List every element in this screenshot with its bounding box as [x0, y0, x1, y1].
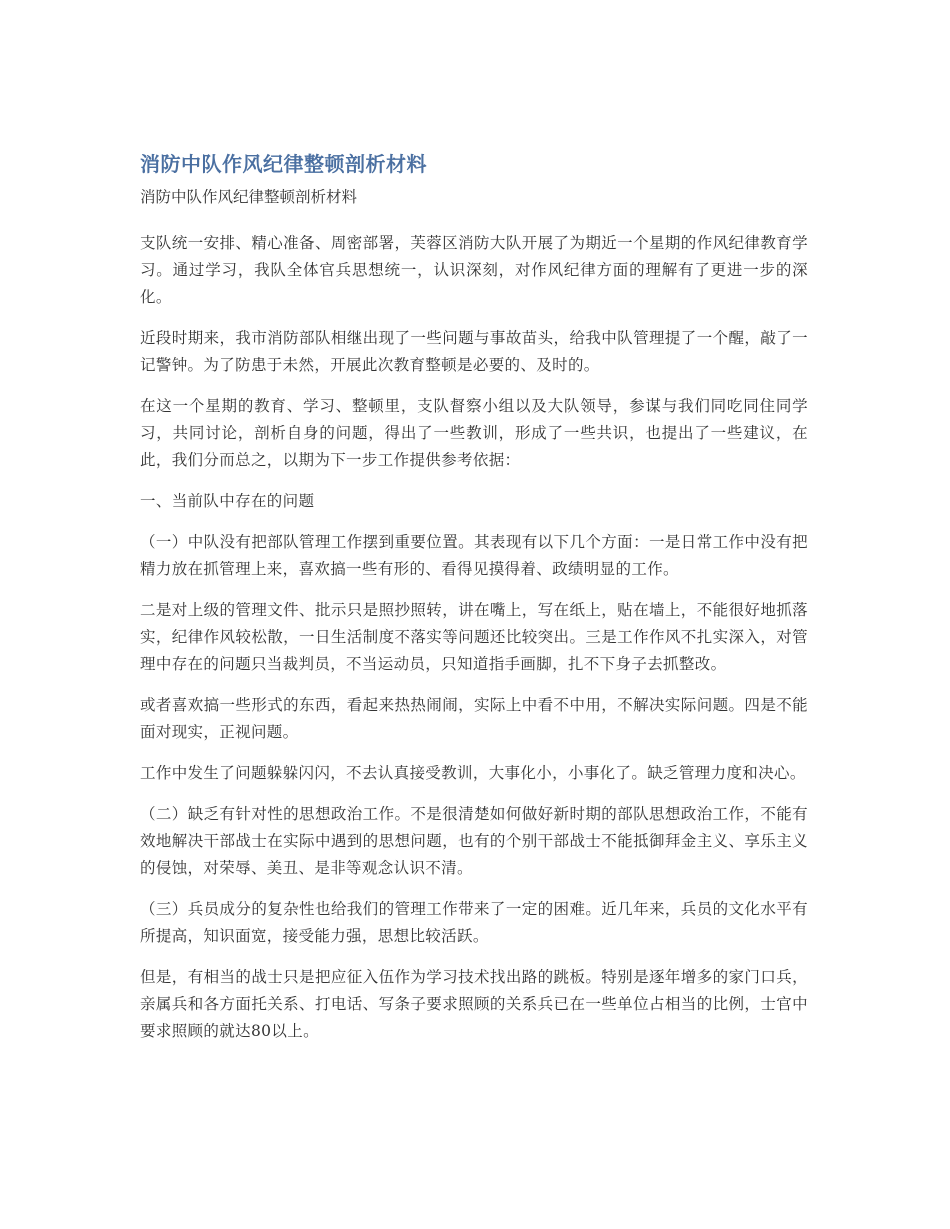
- paragraph-problem-3-cont: 但是，有相当的战士只是把应征入伍作为学习技术找出路的跳板。特别是逐年增多的家门口兵，亲属兵和各方面托关系、打电话、写条子要求照顾的关系兵已在一些单位占相当的比例，士官中要求照顾的就达80以上。: [140, 968, 808, 1040]
- paragraph-problem-3: （三）兵员成分的复杂性也给我们的管理工作带来了一定的困难。近几年来，兵员的文化水平有所提高，知识面宽，接受能力强，思想比较活跃。: [140, 900, 808, 945]
- paragraph-problem-1-formalism: 或者喜欢搞一些形式的东西，看起来热热闹闹，实际上中看不中用，不解决实际问题。四是不能面对现实，正视问题。: [140, 696, 808, 741]
- paragraph-problem-2: （二）缺乏有针对性的思想政治工作。不是很清楚如何做好新时期的部队思想政治工作，不能有效地解决干部战士在实际中遇到的思想问题，也有的个别干部战士不能抵御拜金主义、享乐主义的侵蚀，对荣辱、美丑、是非等观念认识不清。: [140, 805, 808, 877]
- paragraph-problem-1-cont: 二是对上级的管理文件、批示只是照抄照转，讲在嘴上，写在纸上，贴在墙上，不能很好地抓落实，纪律作风较松散，一日生活制度不落实等问题还比较突出。三是工作作风不扎实深入，对管理中存在的问题只当裁判员，不当运动员，只知道指手画脚，扎不下身子去抓整改。: [140, 601, 808, 673]
- section-heading-problems: 一、当前队中存在的问题: [140, 492, 315, 510]
- paragraph-background: 近段时期来，我市消防部队相继出现了一些问题与事故苗头，给我中队管理提了一个醒，敲了一记警钟。为了防患于未然，开展此次教育整顿是必要的、及时的。: [140, 329, 808, 374]
- document-title: 消防中队作风纪律整顿剖析材料: [140, 152, 427, 176]
- paragraph-intro: 支队统一安排、精心准备、周密部署，芙蓉区消防大队开展了为期近一个星期的作风纪律教育学习。通过学习，我队全体官兵思想统一，认识深刻，对作风纪律方面的理解有了更进一步的深化。: [140, 234, 808, 306]
- document-subtitle: 消防中队作风纪律整顿剖析材料: [140, 188, 358, 206]
- paragraph-problem-1-evasion: 工作中发生了问题躲躲闪闪，不去认真接受教训，大事化小，小事化了。缺乏管理力度和决心。: [140, 764, 806, 782]
- paragraph-study-summary: 在这一个星期的教育、学习、整顿里，支队督察小组以及大队领导，参谋与我们同吃同住同学习，共同讨论，剖析自身的问题，得出了一些教训，形成了一些共识，也提出了一些建议，在此，我们分而总之，以期为下一步工作提供参考依据：: [140, 397, 808, 469]
- document-page: [140, 148, 808, 1059]
- paragraph-problem-1: （一）中队没有把部队管理工作摆到重要位置。其表现有以下几个方面：一是日常工作中没有把精力放在抓管理上来，喜欢搞一些有形的、看得见摸得着、政绩明显的工作。: [140, 533, 808, 578]
